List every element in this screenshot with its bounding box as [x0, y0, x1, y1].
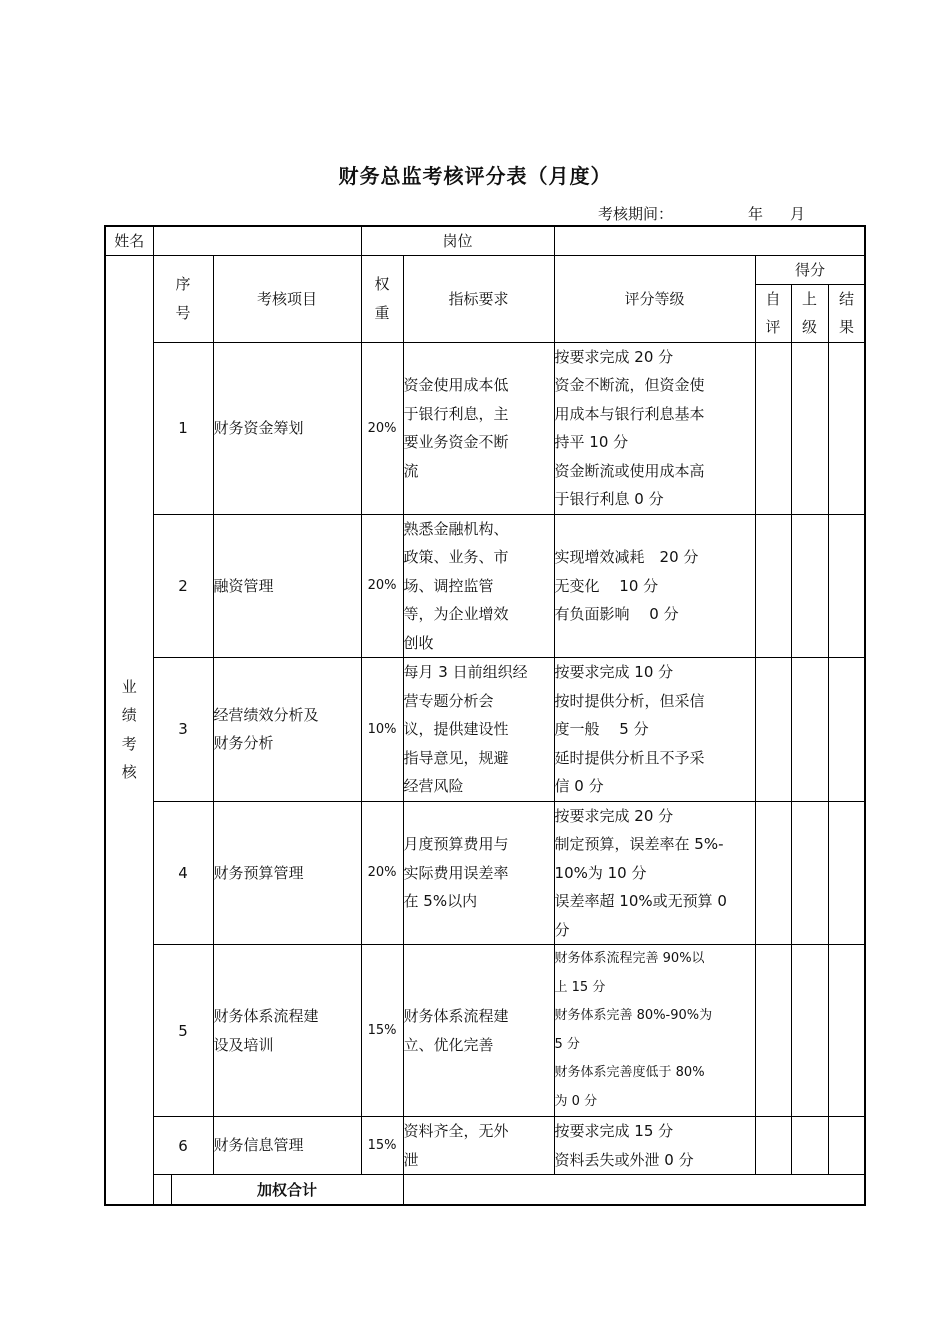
total-label: 加权合计	[171, 1175, 403, 1205]
self-score-cell[interactable]	[755, 514, 791, 658]
post-value-cell[interactable]	[554, 226, 865, 255]
row-weight: 20%	[361, 342, 403, 514]
self-score-cell[interactable]	[755, 342, 791, 514]
table-row	[105, 945, 865, 1117]
row-grade: 按要求完成 20 分 资金不断流，但资金使 用成本与银行利息基本 持平 10 分 资金断流或使用成本高 于银行利息 0 分	[554, 342, 755, 514]
table-row	[105, 801, 865, 945]
self-score-cell[interactable]	[755, 945, 791, 1117]
row-seq: 3	[153, 658, 213, 802]
section-label-performance: 业 绩 考 核	[105, 255, 153, 1205]
superior-score-cell[interactable]	[791, 1117, 828, 1175]
total-blank-cell	[153, 1175, 171, 1205]
period-month-label: 月	[790, 205, 806, 223]
table-row	[105, 342, 865, 514]
result-score-cell[interactable]	[828, 945, 865, 1117]
row-seq: 5	[153, 945, 213, 1117]
superior-score-cell[interactable]	[791, 658, 828, 802]
self-score-cell[interactable]	[755, 801, 791, 945]
row-requirement: 月度预算费用与 实际费用误差率 在 5%以内	[403, 801, 554, 945]
form-title: 财务总监考核评分表（月度）	[338, 164, 612, 188]
row-grade: 财务体系流程完善 90%以 上 15 分 财务体系完善 80%-90%为 5 分 财务体系完善度低于 80% 为 0 分	[554, 945, 755, 1117]
header-row-1	[105, 255, 865, 284]
row-requirement: 财务体系流程建 立、优化完善	[403, 945, 554, 1117]
superior-score-cell[interactable]	[791, 945, 828, 1117]
row-requirement: 每月 3 日前组织经 营专题分析会 议，提供建设性 指导意见，规避 经营风险	[403, 658, 554, 802]
total-value-cell[interactable]	[403, 1175, 865, 1205]
self-score-cell[interactable]	[755, 658, 791, 802]
table-row	[105, 658, 865, 802]
header-self-eval: 自 评	[755, 284, 791, 342]
row-seq: 2	[153, 514, 213, 658]
row-grade: 按要求完成 10 分 按时提供分析，但采信 度一般 5 分 延时提供分析且不予采 信 0 分	[554, 658, 755, 802]
row-weight: 15%	[361, 1117, 403, 1175]
header-seq: 序 号	[153, 255, 213, 342]
row-requirement: 资料齐全，无外 泄	[403, 1117, 554, 1175]
row-seq: 1	[153, 342, 213, 514]
self-score-cell[interactable]	[755, 1117, 791, 1175]
header-requirement: 指标要求	[403, 255, 554, 342]
row-grade: 按要求完成 20 分 制定预算，误差率在 5%- 10%为 10 分 误差率超 10%或无预算 0 分	[554, 801, 755, 945]
header-item: 考核项目	[213, 255, 361, 342]
post-label: 岗位	[361, 226, 554, 255]
name-value-cell[interactable]	[153, 226, 361, 255]
result-score-cell[interactable]	[828, 342, 865, 514]
row-item: 经营绩效分析及 财务分析	[213, 658, 361, 802]
period-year-label: 年	[748, 205, 764, 223]
row-seq: 6	[153, 1117, 213, 1175]
row-grade: 按要求完成 15 分 资料丢失或外泄 0 分	[554, 1117, 755, 1175]
result-score-cell[interactable]	[828, 658, 865, 802]
row-item: 财务资金筹划	[213, 342, 361, 514]
row-item: 财务信息管理	[213, 1117, 361, 1175]
row-weight: 20%	[361, 514, 403, 658]
assessment-table	[104, 225, 866, 1206]
header-score: 得分	[755, 255, 865, 284]
result-score-cell[interactable]	[828, 1117, 865, 1175]
period-label: 考核期间：	[598, 205, 674, 223]
table-row	[105, 514, 865, 658]
row-weight: 10%	[361, 658, 403, 802]
row-requirement: 熟悉金融机构、 政策、业务、市 场、调控监管 等，为企业增效 创收	[403, 514, 554, 658]
row-item: 财务预算管理	[213, 801, 361, 945]
row-grade: 实现增效减耗 20 分 无变化 10 分 有负面影响 0 分	[554, 514, 755, 658]
row-requirement: 资金使用成本低 于银行利息，主 要业务资金不断 流	[403, 342, 554, 514]
name-label: 姓名	[105, 226, 153, 255]
table-row	[105, 1117, 865, 1175]
row-item: 财务体系流程建 设及培训	[213, 945, 361, 1117]
result-score-cell[interactable]	[828, 801, 865, 945]
header-result: 结 果	[828, 284, 865, 342]
info-row	[105, 226, 865, 255]
header-superior-eval: 上 级	[791, 284, 828, 342]
row-item: 融资管理	[213, 514, 361, 658]
superior-score-cell[interactable]	[791, 342, 828, 514]
header-grade: 评分等级	[554, 255, 755, 342]
superior-score-cell[interactable]	[791, 514, 828, 658]
total-row	[105, 1175, 865, 1205]
result-score-cell[interactable]	[828, 514, 865, 658]
row-seq: 4	[153, 801, 213, 945]
row-weight: 20%	[361, 801, 403, 945]
header-weight: 权 重	[361, 255, 403, 342]
row-weight: 15%	[361, 945, 403, 1117]
superior-score-cell[interactable]	[791, 801, 828, 945]
